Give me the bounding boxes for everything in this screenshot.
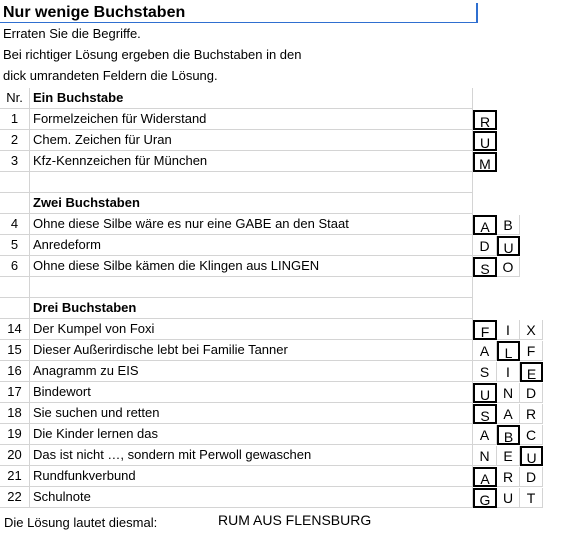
letter-cell[interactable]: D bbox=[520, 467, 543, 487]
letter-cell[interactable]: I bbox=[497, 362, 520, 382]
header-nr: Nr. bbox=[0, 88, 30, 109]
letter-cell[interactable]: D bbox=[473, 236, 497, 256]
solution-letter-cell[interactable]: G bbox=[473, 488, 497, 508]
section-heading: Ein Buchstabe bbox=[30, 88, 473, 109]
letter-cell[interactable]: U bbox=[497, 488, 520, 508]
letter-cell[interactable]: N bbox=[473, 446, 497, 466]
blank-row-nr[interactable] bbox=[0, 172, 30, 193]
solution-letter-cell[interactable]: U bbox=[473, 131, 497, 151]
row-number: 14 bbox=[0, 319, 30, 340]
solution-letter-cell[interactable]: L bbox=[497, 341, 520, 361]
solution-letter-cell[interactable]: U bbox=[520, 446, 543, 466]
blank-row-nr[interactable] bbox=[0, 277, 30, 298]
row-number: 15 bbox=[0, 340, 30, 361]
solution-letter-cell[interactable]: S bbox=[473, 257, 497, 277]
row-number: 17 bbox=[0, 382, 30, 403]
letter-cell[interactable]: D bbox=[520, 383, 543, 403]
letter-cell[interactable]: S bbox=[473, 362, 497, 382]
intro-line-3: dick umrandeten Feldern die Lösung. bbox=[3, 68, 218, 83]
solution-letter-cell[interactable]: B bbox=[497, 425, 520, 445]
letter-cell[interactable]: E bbox=[497, 446, 520, 466]
blank-row-clue[interactable] bbox=[30, 172, 473, 193]
solution-letter-cell[interactable]: E bbox=[520, 362, 543, 382]
intro-line-1: Erraten Sie die Begriffe. bbox=[3, 26, 141, 41]
clue-text: Dieser Außerirdische lebt bei Familie Tanner bbox=[30, 340, 473, 361]
letter-cell[interactable]: A bbox=[497, 404, 520, 424]
clue-text: Der Kumpel von Foxi bbox=[30, 319, 473, 340]
letter-cell[interactable]: A bbox=[473, 425, 497, 445]
solution-letter-cell[interactable]: S bbox=[473, 404, 497, 424]
clue-text: Sie suchen und retten bbox=[30, 403, 473, 424]
clue-text: Kfz-Kennzeichen für München bbox=[30, 151, 473, 172]
solution-letter-cell[interactable]: A bbox=[473, 467, 497, 487]
row-number: 18 bbox=[0, 403, 30, 424]
row-number: 3 bbox=[0, 151, 30, 172]
solution-value[interactable]: RUM AUS FLENSBURG bbox=[218, 512, 372, 528]
row-number: 16 bbox=[0, 361, 30, 382]
clue-text: Formelzeichen für Widerstand bbox=[30, 109, 473, 130]
letter-cell[interactable]: C bbox=[520, 425, 543, 445]
letter-cell[interactable]: N bbox=[497, 383, 520, 403]
section-nr-empty[interactable] bbox=[0, 298, 30, 319]
clue-text: Anagramm zu EIS bbox=[30, 361, 473, 382]
row-number: 6 bbox=[0, 256, 30, 277]
clue-text: Anredeform bbox=[30, 235, 473, 256]
row-number: 4 bbox=[0, 214, 30, 235]
letter-cell[interactable]: A bbox=[473, 341, 497, 361]
solution-letter-cell[interactable]: A bbox=[473, 215, 497, 235]
solution-letter-cell[interactable]: U bbox=[497, 236, 520, 256]
clue-text: Chem. Zeichen für Uran bbox=[30, 130, 473, 151]
clue-text: Ohne diese Silbe wäre es nur eine GABE an den Staat bbox=[30, 214, 473, 235]
row-number: 2 bbox=[0, 130, 30, 151]
solution-letter-cell[interactable]: R bbox=[473, 110, 497, 130]
row-number: 1 bbox=[0, 109, 30, 130]
row-number: 20 bbox=[0, 445, 30, 466]
letter-cell[interactable]: I bbox=[497, 320, 520, 340]
solution-letter-cell[interactable]: F bbox=[473, 320, 497, 340]
letter-cell[interactable]: B bbox=[497, 215, 520, 235]
section-nr-empty[interactable] bbox=[0, 193, 30, 214]
solution-label: Die Lösung lautet diesmal: bbox=[4, 515, 158, 530]
row-number: 5 bbox=[0, 235, 30, 256]
clue-text: Rundfunkverbund bbox=[30, 466, 473, 487]
section-heading: Zwei Buchstaben bbox=[30, 193, 473, 214]
solution-letter-cell[interactable]: M bbox=[473, 152, 497, 172]
row-number: 21 bbox=[0, 466, 30, 487]
clue-text: Schulnote bbox=[30, 487, 473, 508]
letter-cell[interactable]: O bbox=[497, 257, 520, 277]
letter-cell[interactable]: R bbox=[497, 467, 520, 487]
clue-text: Ohne diese Silbe kämen die Klingen aus LINGEN bbox=[30, 256, 473, 277]
letter-cell[interactable]: R bbox=[520, 404, 543, 424]
letter-cell[interactable]: T bbox=[520, 488, 543, 508]
intro-line-2: Bei richtiger Lösung ergeben die Buchstaben in den bbox=[3, 47, 302, 62]
clue-text: Bindewort bbox=[30, 382, 473, 403]
letter-cell[interactable]: F bbox=[520, 341, 543, 361]
page-title[interactable]: Nur wenige Buchstaben bbox=[0, 3, 478, 23]
clue-text: Das ist nicht …, sondern mit Perwoll gewaschen bbox=[30, 445, 473, 466]
letter-cell[interactable]: X bbox=[520, 320, 543, 340]
clue-text: Die Kinder lernen das bbox=[30, 424, 473, 445]
solution-letter-cell[interactable]: U bbox=[473, 383, 497, 403]
row-number: 19 bbox=[0, 424, 30, 445]
row-number: 22 bbox=[0, 487, 30, 508]
blank-row-clue[interactable] bbox=[30, 277, 473, 298]
section-heading: Drei Buchstaben bbox=[30, 298, 473, 319]
